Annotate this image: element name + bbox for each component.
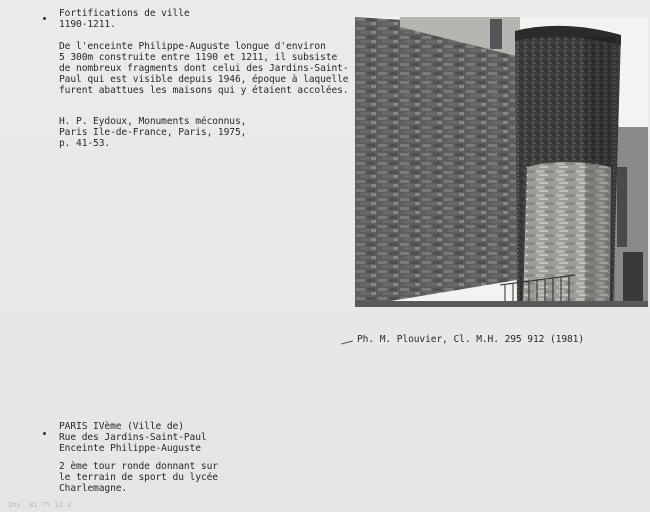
- description-line: Paul qui est visible depuis 1946, époque à laquelle: [59, 74, 349, 85]
- location-line: Rue des Jardins-Saint-Paul: [59, 432, 207, 443]
- bullet-mark: [43, 432, 46, 435]
- description-line: 5 300m construite entre 1190 et 1211, il subsiste: [59, 52, 338, 63]
- caption-line: Charlemagne.: [59, 483, 128, 494]
- description-line: furent abattues les maisons qui y étaient accolées.: [59, 85, 349, 96]
- photo-credit: Ph. M. Plouvier, Cl. M.H. 295 912 (1981): [357, 334, 585, 345]
- reference-line: H. P. Eydoux, Monuments méconnus,: [59, 116, 247, 127]
- reference-line: p. 41-53.: [59, 138, 111, 149]
- title-line-2: 1190-1211.: [59, 19, 116, 30]
- credit-mark: [341, 340, 353, 344]
- description-line: De l'enceinte Philippe-Auguste longue d'environ: [59, 41, 326, 52]
- caption-line: 2 ème tour ronde donnant sur: [59, 461, 218, 472]
- location-line: PARIS IVème (Ville de): [59, 421, 184, 432]
- tower-photograph: [355, 17, 648, 307]
- description-line: de nombreux fragments dont celui des Jardins-Saint-: [59, 63, 349, 74]
- title-line-1: Fortifications de ville: [59, 8, 190, 19]
- caption-line: le terrain de sport du lycée: [59, 472, 218, 483]
- bullet-mark: [43, 17, 46, 20]
- location-line: Enceinte Philippe-Auguste: [59, 443, 201, 454]
- reference-line: Paris Ile-de-France, Paris, 1975,: [59, 127, 247, 138]
- tower-photo-image: [355, 17, 648, 307]
- inventory-stamp: Inv. 81 75 12 3: [8, 501, 72, 509]
